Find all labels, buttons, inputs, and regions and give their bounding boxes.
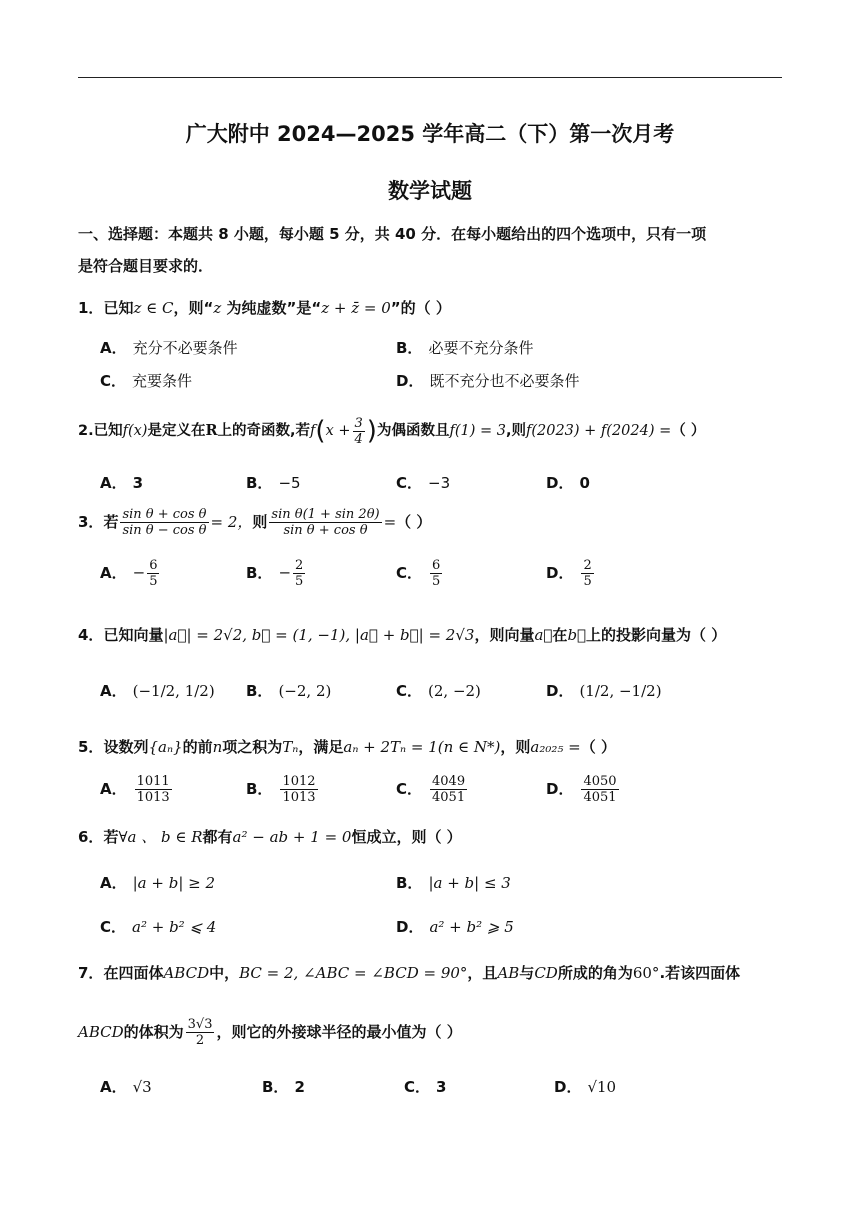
q6-condition: ∀a 、 b ∈ R bbox=[118, 828, 203, 846]
q3-fraction-1: $\frac{\text{sin θ + cos θ}}{\text{sin θ − cos θ}}$ bbox=[122, 507, 207, 538]
exam-subtitle: 数学试题 bbox=[388, 179, 472, 203]
question-5-number: 5． bbox=[78, 738, 104, 756]
question-1 bbox=[78, 297, 782, 319]
question-3: 3．若 $\frac{\text{sin θ + cos θ}}{\text{sin θ − cos θ}}$ = 2，则 $\frac{\text{sin θ(1 + sin 2θ)}}{\text{sin θ + cos θ}}$ =（ ） bbox=[78, 507, 432, 538]
q5-option-b[interactable]: B． $\frac{1012}{1013}$ bbox=[246, 774, 316, 805]
q6-option-a[interactable]: A． |a + b| ≥ 2 bbox=[100, 874, 216, 892]
question-1-number: 1． bbox=[78, 299, 104, 317]
question-6: 6．若∀a 、 b ∈ R都有a² − ab + 1 = 0恒成立，则（ ） bbox=[78, 828, 462, 846]
q4-option-c[interactable]: C． (2, −2) bbox=[396, 682, 481, 700]
q7-option-a[interactable]: A． √3 bbox=[100, 1078, 152, 1096]
exam-title: 广大附中 2024—2025 学年高二（下）第一次月考 bbox=[185, 122, 675, 146]
q5-option-c[interactable]: C． $\frac{4049}{4051}$ bbox=[396, 774, 466, 805]
section-heading-line1: 一、选择题：本题共 8 小题，每小题 5 分，共 40 分．在每小题给出的四个选项中，只有一项 bbox=[78, 225, 707, 243]
q5-equation: aₙ + 2Tₙ = 1(n ∈ N*) bbox=[343, 738, 501, 756]
q3-fraction-2: $\frac{\text{sin θ(1 + sin 2θ)}}{\text{sin θ + cos θ}}$ bbox=[271, 507, 380, 538]
q1-option-b[interactable]: B． 必要不充分条件 bbox=[396, 339, 534, 357]
q7-option-d[interactable]: D． √10 bbox=[554, 1078, 617, 1096]
q3-option-c[interactable]: C． $\frac{6}{5}$ bbox=[396, 558, 441, 589]
question-7-number: 7． bbox=[78, 964, 104, 982]
q1-option-d[interactable]: D． 既不充分也不必要条件 bbox=[396, 372, 580, 390]
q2-option-a[interactable]: A． 3 bbox=[100, 474, 144, 492]
q4-option-a[interactable]: A． (−1/2, 1/2) bbox=[100, 682, 215, 700]
q1-z: z bbox=[213, 299, 222, 317]
header-rule bbox=[78, 77, 782, 78]
q1-equation: z + z̄ = 0 bbox=[321, 299, 391, 317]
q7-volume-fraction: $\frac{3√3}{2}$ bbox=[187, 1017, 213, 1048]
q7-condition: BC = 2, ∠ABC = ∠BCD = 90° bbox=[239, 964, 468, 982]
q2-option-c[interactable]: C． −3 bbox=[396, 474, 451, 492]
q5-option-a[interactable]: A． $\frac{1011}{1013}$ bbox=[100, 774, 170, 805]
q4-option-d[interactable]: D． (1/2, −1/2) bbox=[546, 682, 662, 700]
q2-option-b[interactable]: B． −5 bbox=[246, 474, 301, 492]
q2-fraction: $\frac{3}{4}$ bbox=[354, 415, 363, 447]
question-4: 4．已知向量|a⃗| = 2√2, b⃗ = (1, −1), |a⃗ + b⃗| = 2√3，则向量a⃗在b⃗上的投影向量为（ ） bbox=[78, 626, 727, 644]
q3-option-d[interactable]: D． $\frac{2}{5}$ bbox=[546, 558, 592, 589]
question-6-number: 6． bbox=[78, 828, 104, 846]
q2-option-d[interactable]: D． 0 bbox=[546, 474, 590, 492]
q1-option-c[interactable]: C． 充要条件 bbox=[100, 372, 193, 390]
q6-option-c[interactable]: C． a² + b² ⩽ 4 bbox=[100, 918, 217, 936]
q1-text-a: 已知 bbox=[103, 299, 134, 317]
q2-expression: f(2023) + f(2024) = bbox=[525, 423, 672, 439]
question-2-number: 2. bbox=[78, 423, 94, 439]
q3-option-b[interactable]: B． − $\frac{2}{5}$ bbox=[246, 558, 304, 589]
q1-condition: z ∈ C bbox=[133, 299, 174, 317]
q6-option-d[interactable]: D． a² + b² ⩾ 5 bbox=[396, 918, 514, 936]
q5-option-d[interactable]: D． $\frac{4050}{4051}$ bbox=[546, 774, 617, 805]
q7-option-c[interactable]: C． 3 bbox=[404, 1078, 447, 1096]
q1-option-a[interactable]: A． 充分不必要条件 bbox=[100, 339, 238, 357]
q1-text-b: ，则“ bbox=[173, 299, 214, 317]
q1-text-c: 为纯虚数”是“ bbox=[221, 299, 322, 317]
question-5: 5．设数列{aₙ}的前n项之积为Tₙ，满足aₙ + 2Tₙ = 1(n ∈ N*)，则a₂₀₂₅ =（ ） bbox=[78, 738, 616, 756]
q4-option-b[interactable]: B． (−2, 2) bbox=[246, 682, 332, 700]
question-4-number: 4． bbox=[78, 626, 104, 644]
q3-option-a[interactable]: A． − $\frac{6}{5}$ bbox=[100, 558, 158, 589]
q4-condition: |a⃗| = 2√2, b⃗ = (1, −1), |a⃗ + b⃗| = 2√3 bbox=[163, 626, 475, 644]
q6-option-b[interactable]: B． |a + b| ≤ 3 bbox=[396, 874, 511, 892]
question-7-line2: ABCD的体积为 $\frac{3√3}{2}$ ，则它的外接球半径的最小值为（ ） bbox=[78, 1017, 462, 1048]
q6-equation: a² − ab + 1 = 0 bbox=[232, 828, 352, 846]
question-7: 7．在四面体ABCD中，BC = 2, ∠ABC = ∠BCD = 90°，且AB与CD所成的角为60°.若该四面体 bbox=[78, 964, 741, 982]
q1-text-d: ”的（ ） bbox=[390, 299, 451, 317]
section-heading-line2: 是符合题目要求的． bbox=[78, 257, 214, 275]
q7-option-b[interactable]: B． 2 bbox=[262, 1078, 305, 1096]
question-3-number: 3． bbox=[78, 513, 104, 531]
q2-fx: f(x) bbox=[122, 423, 148, 439]
question-2: 2.已知f(x)是定义在R上的奇函数,若f(x + $\frac{3}{4}$ )为偶函数且f(1) = 3,则f(2023) + f(2024) =（ ） bbox=[78, 415, 706, 447]
